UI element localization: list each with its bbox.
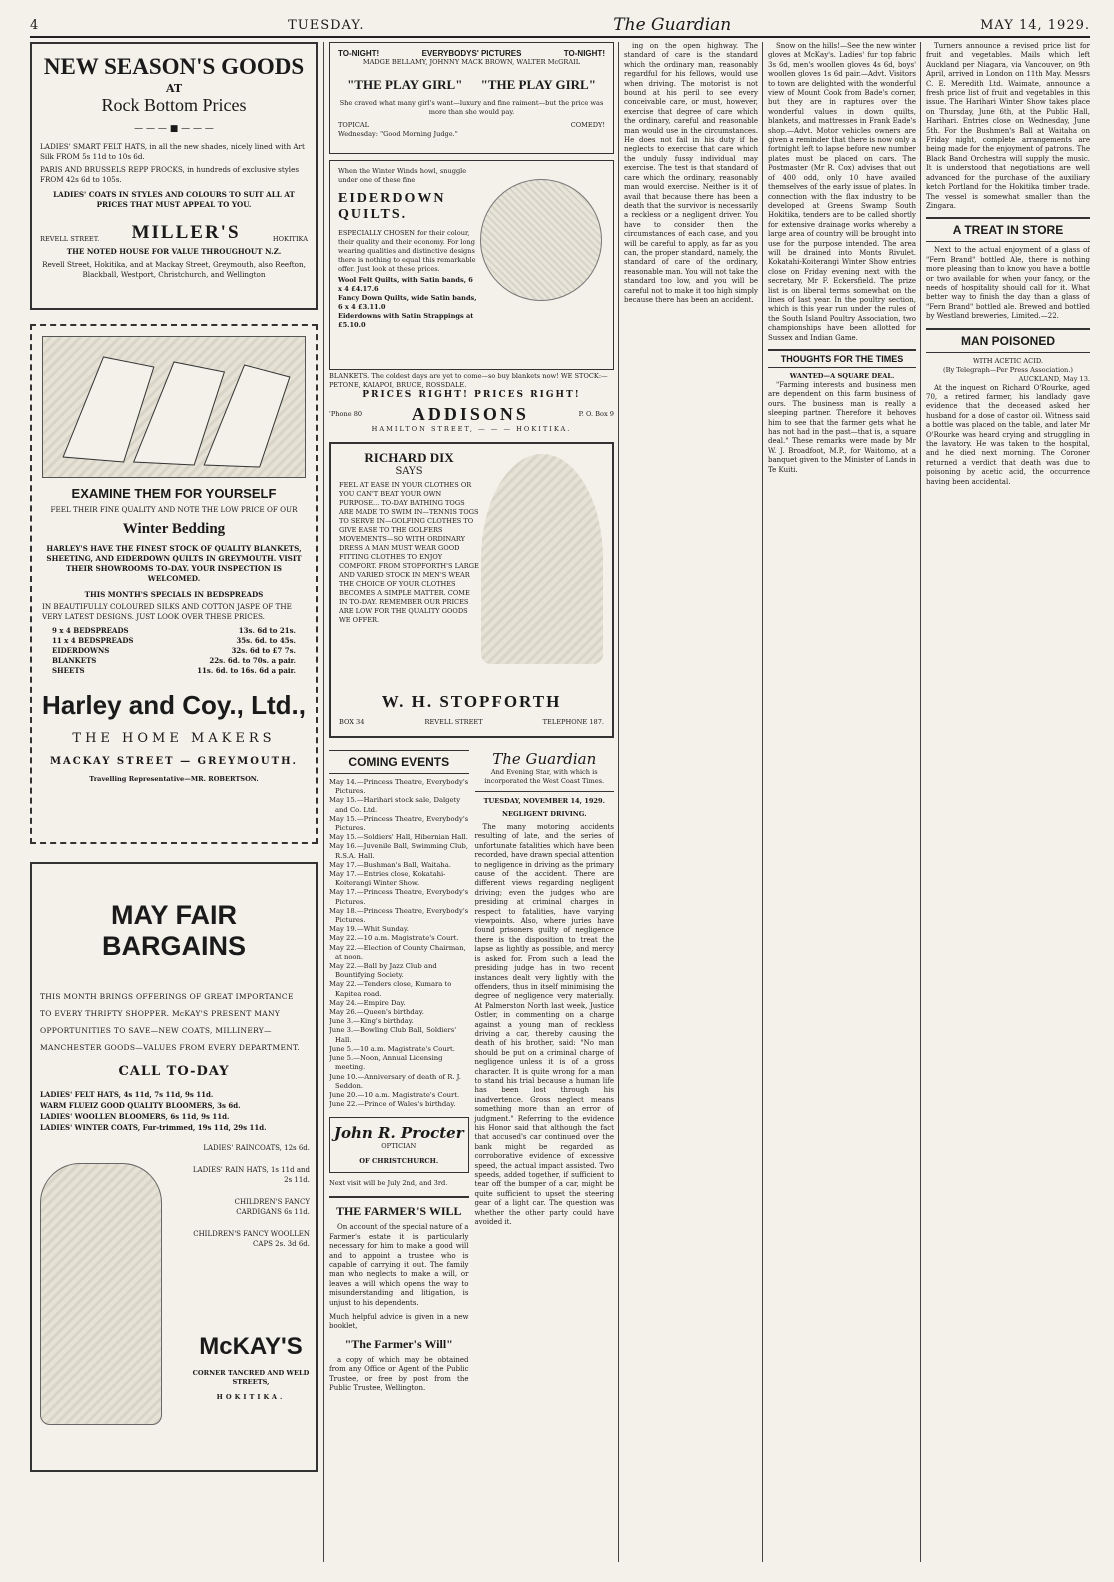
mayfair-title: MAY FAIR BARGAINS bbox=[101, 900, 246, 961]
event-item: June 10.—Anniversary of death of R. J. Seddon. bbox=[329, 1072, 462, 1090]
millers-name: MILLER'S bbox=[131, 222, 241, 243]
thoughts-title: THOUGHTS FOR THE TIMES bbox=[768, 349, 916, 368]
farmers-will-body: On account of the special nature of a Farmer's estate it is particularly necessary for him to make a good will and to appoint a trustee who is capable of carrying it out. The family man who neglects to make a will, or leaves a will which opens the way to misunderstanding and litigation, is unjust to his dependents. bbox=[329, 1223, 469, 1307]
harley-ad bbox=[30, 324, 318, 844]
event-item: May 17.—Bushman's Ball, Waitaha. bbox=[329, 860, 451, 869]
column-rule bbox=[618, 42, 619, 1562]
harley-specials: THIS MONTH'S SPECIALS IN BEDSPREADS bbox=[84, 590, 264, 599]
addisons-title: EIDERDOWN QUILTS. bbox=[338, 191, 446, 222]
farmers-will-copy: a copy of which may be obtained from any Office or Agent of the Public Trustee, or free by post from the Public Trustee, Wellington. bbox=[329, 1355, 469, 1392]
mayfair-line: WARM FLUEIZ GOOD QUALITY BLOOMERS, 3s 6d. bbox=[40, 1101, 241, 1110]
harley-price-row bbox=[52, 626, 296, 636]
ornament-divider: — — — ■ — — — bbox=[134, 124, 214, 134]
column-2 bbox=[329, 42, 614, 1398]
mayfair-line: LADIES' WOOLLEN BLOOMERS, 6s 11d, 9s 11d. bbox=[40, 1112, 230, 1121]
harley-price-item: EIDERDOWNS bbox=[52, 646, 110, 655]
addisons-box: P. O. Box 9 bbox=[578, 410, 614, 418]
harley-price-list bbox=[52, 626, 296, 676]
mayfair-line: LADIES' FELT HATS, 4s 11d, 7s 11d, 9s 11d. bbox=[40, 1090, 214, 1099]
column-5 bbox=[926, 42, 1090, 492]
farmers-will-booklet: "The Farmer's Will" bbox=[344, 1336, 453, 1351]
mayfair-call-today: CALL TO-DAY bbox=[118, 1064, 230, 1079]
procter-ad bbox=[329, 1117, 469, 1173]
event-item: June 5.—Noon, Annual Licensing meeting. bbox=[329, 1054, 443, 1072]
addisons-quilt-1: Wool Felt Quilts, with Satin bands, 6 x 4 £4.17.6 bbox=[338, 276, 473, 293]
mayfair-right-line: LADIES' RAIN HATS, 1s 11d and 2s 11d. bbox=[192, 1166, 310, 1184]
farmers-will-title: THE FARMER'S WILL bbox=[329, 1196, 469, 1219]
poisoned-title: MAN POISONED bbox=[926, 328, 1090, 353]
event-item: May 15.—Soldiers' Hall, Hibernian Hall. bbox=[329, 833, 468, 842]
mayfair-line: LADIES' WINTER COATS, Fur-trimmed, 19s 11d, 29s 11d. bbox=[40, 1123, 267, 1132]
procter-of: OF CHRISTCHURCH. bbox=[359, 1157, 439, 1166]
event-item: May 17.—Entries close, Kokatahi-Koiterangi Winter Show. bbox=[329, 870, 446, 888]
tonight-comedy: COMEDY! bbox=[570, 121, 605, 129]
tonight-left: TO-NIGHT! bbox=[338, 49, 380, 58]
harley-price-row bbox=[52, 666, 296, 676]
mckays-corner: CORNER TANCRED AND WELD STREETS, bbox=[192, 1369, 310, 1386]
harley-price-value: 11s. 6d. to 16s. 6d a pair. bbox=[197, 666, 296, 675]
harley-price-row bbox=[52, 656, 296, 666]
harley-winter-bedding: Winter Bedding bbox=[122, 521, 226, 537]
dix-body: FEEL AT EASE IN YOUR CLOTHES OR YOU CAN'T BEAT YOUR OWN PURPOSE... TO-DAY BATHING TOGS ARE MADE TO SWIM IN—TENNIS TOGS TO SERVE IN—GOLFING CLOTHES TO GIVE EASE TO THE GOLFERS MOVEMENTS—SO WITH ORDINARY DRESS A MAN MUST WEAR GOOD FITTING CLOTHES TO ENJOY COMFORT. FROM STOPFORTH'S LARGE AND VARIED STOCK IN MEN'S WEAR THE CHOICE OF YOUR CLOTHES BECOMES A SIMPLE MATTER. COME IN TO-DAY. REMEMBER OUR PRICES ARE LOW FOR THE QUALITY GOODS WE OFFER. bbox=[339, 481, 479, 624]
millers-nameplate bbox=[40, 222, 308, 244]
millers-town: HOKITIKA bbox=[272, 235, 308, 243]
harley-price-value: 35s. 6d. to 45s. bbox=[236, 636, 296, 645]
guardian-title: The Guardian bbox=[492, 750, 597, 768]
millers-branches: Revell Street, Hokitika, and at Mackay Street, Greymouth, also Reefton, Blackball, Westport, Christchurch, and Wellington bbox=[42, 260, 306, 279]
tonight-header bbox=[338, 49, 605, 58]
event-item: May 24.—Empire Day. bbox=[329, 998, 406, 1007]
procter-name: John R. Procter bbox=[333, 1124, 464, 1143]
stopforth-contact bbox=[339, 718, 604, 727]
lady-figure-illustration bbox=[40, 1163, 162, 1425]
event-item: June 5.—10 a.m. Magistrate's Court. bbox=[329, 1044, 455, 1053]
mckays-town: HOKITIKA. bbox=[216, 1393, 286, 1401]
harley-home-makers: THE HOME MAKERS bbox=[72, 731, 276, 746]
newseason-line-2: PARIS AND BRUSSELS REPP FROCKS, in hundreds of exclusive styles FROM 42s 6d to 105s. bbox=[40, 165, 300, 184]
stopforth-name: W. H. STOPFORTH bbox=[381, 692, 562, 711]
event-item: June 3.—Bowling Club Ball, Soldiers' Hall. bbox=[329, 1026, 457, 1044]
stopforth-ad bbox=[329, 442, 614, 738]
event-item: May 15.—Princess Theatre, Everybody's Pictures. bbox=[329, 814, 469, 833]
procter-visit: Next visit will be July 2nd, and 3rd. bbox=[329, 1179, 448, 1188]
column-rule bbox=[323, 42, 324, 1562]
newseason-line-3: LADIES' COATS IN STYLES AND COLOURS TO SUIT ALL AT PRICES THAT MUST APPEAL TO YOU. bbox=[53, 190, 295, 209]
mayfair-right-line: CHILDREN'S FANCY CARDIGANS 6s 11d. bbox=[234, 1198, 310, 1216]
column-4 bbox=[768, 42, 916, 480]
event-item: May 22.—10 a.m. Magistrate's Court. bbox=[329, 934, 459, 943]
harley-silks: IN BEAUTIFULLY COLOURED SILKS AND COTTON JASPE OF THE VERY LATEST DESIGNS. JUST LOOK OVER THESE PRICES. bbox=[42, 602, 292, 621]
addisons-ad bbox=[329, 160, 614, 370]
mayfair-right-line: CHILDREN'S FANCY WOOLLEN CAPS 2s. 3d 6d. bbox=[193, 1230, 310, 1248]
harley-price-value: 22s. 6d. to 70s. a pair. bbox=[209, 656, 296, 665]
thoughts-wanted: WANTED—A SQUARE DEAL. bbox=[789, 372, 895, 380]
addisons-blankets: BLANKETS. The coldest days are yet to come—so buy blankets now! WE STOCK:—PETONE, KAIAPOI, BRUCE, ROSSDALE. bbox=[329, 372, 608, 389]
event-item: May 17.—Princess Theatre, Everybody's Pictures. bbox=[329, 888, 469, 906]
addisons-prices-right: PRICES RIGHT! PRICES RIGHT! bbox=[362, 390, 581, 400]
addisons-body: ESPECIALLY CHOSEN for their colour, their quality and their economy. For long wearing qualities and distinctive designs there is nothing to equal this remarkable offer. Just look at these prices. bbox=[338, 229, 476, 273]
event-item: May 18.—Princess Theatre, Everybody's Pictures. bbox=[329, 906, 469, 925]
event-item: May 19.—Whit Sunday. bbox=[329, 925, 409, 934]
event-item: May 22.—Ball by Jazz Club and Bountifying Society. bbox=[329, 962, 437, 980]
events-list bbox=[329, 778, 469, 1109]
masthead bbox=[30, 14, 1090, 38]
negligent-driving-body: The many motoring accidents resulting of late, and the series of unfortunate fatalities which have been recorded, have drawn special attention to negligence in driving as the primary cause of the accident. There are different views regarding negligent driving; even the judges who are presiding at criminal charges in respect to fatalities, have varying viewpoints. Also, where juries have found prisoners guilty of negligence there is the disposition to treat the lapse as lightly as possible, and mercy is asked for. From such a lead the presiding judge has in two recent instances dealt very lightly with the offenders, thus in itself minimising the degree of negligence very materially. At Palmerston North last week, Justice Ostler, in commenting on a charge against a young man of reckless driving a car, thereby causing the death of his brother, said: "No man should be put on a criminal charge of negligence unless it is of a gross character. It is quite wrong for a man to stand his trial because a human life has been lost through his inadvertence. Gross neglect means something more than an error of judgment." Referring to the evidence his Honor said that although the fact that accused's car continued over the bank might be regarded as corroborative evidence of excessive speed, the actual impact assisted. Two speeds, added together, if sufficient to tear off the bumper of a car, might be quite sufficient to upset the steering gear of a light car. The question was whether the other party could have avoided it. bbox=[474, 823, 614, 1227]
event-item: June 3.—King's birthday. bbox=[329, 1017, 414, 1026]
farmers-will-advice: Much helpful advice is given in a new booklet, bbox=[329, 1312, 469, 1331]
event-item: May 22.—Election of County Chairman, at noon. bbox=[329, 943, 466, 961]
addisons-nameplate bbox=[329, 404, 614, 425]
masthead-day: TUESDAY. bbox=[288, 17, 365, 33]
tonight-film-1: "THE PLAY GIRL" bbox=[347, 77, 463, 92]
harley-company-name: Harley and Coy., Ltd., bbox=[42, 690, 306, 720]
column-3 bbox=[624, 42, 758, 310]
coming-events-title: COMING EVENTS bbox=[329, 750, 469, 774]
addisons-footer bbox=[329, 372, 614, 434]
event-item: May 16.—Juvenile Ball, Swimming Club, R.S.A. Hall. bbox=[329, 842, 469, 860]
mayfair-right-line: LADIES' RAINCOATS, 12s 6d. bbox=[203, 1144, 310, 1152]
col5-body: Turners announce a revised price list for fruit and vegetables. Mails which left Auckland per Niagara, via Vancouver, on 9th April, arrived in London on 11th May. Messrs C. E. Meredith Ltd. Waimate, announce a fresh price list of fruit and vegetables in this issue. The Harihari Winter Show takes place on Thursday, June 6th, at the Public Hall, Harihari. Entries close on Wednesday, June 5th. For the Bushmen's Ball at Waitaha on Friday night, complete arrangements are being made for the enjoyment of patrons. The Black Band Orchestra will supply the music. It is understood that negotiations are well advanced for the purchase of the auxiliary ketch Portland for the Hokitika timber trade. The vessel is somewhat smaller than the Zingara. bbox=[926, 42, 1090, 210]
mayfair-ad bbox=[30, 862, 318, 1472]
mckays-signature bbox=[190, 1333, 312, 1402]
tonight-extras bbox=[338, 121, 605, 130]
blankets-drawing bbox=[43, 337, 305, 477]
addisons-quilt-2: Fancy Down Quilts, wide Satin bands, 6 x 4 £3.11.0 bbox=[338, 294, 477, 311]
guardian-date: TUESDAY, NOVEMBER 14, 1929. bbox=[483, 797, 605, 805]
harley-body: HARLEY'S HAVE THE FINEST STOCK OF QUALITY BLANKETS, SHEETING, AND EIDERDOWN QUILTS IN GREYMOUTH. VISIT THEIR SHOWROOMS TO-DAY. YOUR INSPECTION IS WELCOMED. bbox=[46, 544, 302, 583]
stopforth-street: REVELL STREET bbox=[424, 718, 483, 726]
poisoned-telegraph: (By Telegraph—Per Press Association.) bbox=[943, 365, 1073, 374]
addisons-intro: When the Winter Winds howl, snuggle under one of these fine bbox=[338, 167, 467, 184]
poisoned-dateline: AUCKLAND, May 13. bbox=[1018, 374, 1090, 383]
column-rule bbox=[762, 42, 763, 1562]
event-item: May 15.—Harihari stock sale, Dalgety and Co. Ltd. bbox=[329, 796, 461, 814]
mckays-name: McKAY'S bbox=[199, 1333, 303, 1360]
mayfair-right-list bbox=[190, 1143, 310, 1261]
harley-price-item: SHEETS bbox=[52, 666, 85, 675]
masthead-date: MAY 14, 1929. bbox=[980, 17, 1090, 33]
tonight-theatre: EVERYBODYS' PICTURES bbox=[421, 49, 522, 58]
poisoned-body: At the inquest on Richard O'Rourke, aged 70, a retired farmer, his landlady gave evidence that the deceased asked her husband for a dose of castor oil. Witness said a bottle was placed on the table, and later Mr O'Rourke was heard crying and struggling in the lavatory. He was taken to the hospital, and he died next morning. The Coroner returned a verdict that death was due to poisoning by acetic acid, the occurrence having been accidental. bbox=[926, 383, 1090, 486]
harley-examine: EXAMINE THEM FOR YOURSELF bbox=[71, 486, 277, 501]
harley-street: MACKAY STREET — GREYMOUTH. bbox=[49, 756, 299, 767]
tonight-topical: TOPICAL bbox=[338, 121, 370, 129]
tonight-wednesday: Wednesday: "Good Morning Judge." bbox=[338, 130, 458, 138]
harley-price-value: 32s. 6d to £7 7s. bbox=[231, 646, 296, 655]
harley-price-value: 13s. 6d to 21s. bbox=[238, 626, 296, 635]
addisons-left bbox=[338, 167, 478, 330]
stopforth-tel: TELEPHONE 187. bbox=[542, 718, 604, 726]
mayfair-line-list bbox=[40, 1089, 308, 1133]
stopforth-box: BOX 34 bbox=[339, 718, 365, 726]
harley-price-item: 11 x 4 BEDSPREADS bbox=[52, 636, 134, 645]
tonight-film-2: "THE PLAY GIRL" bbox=[480, 77, 596, 92]
events-row bbox=[329, 744, 614, 1398]
dix-name: RICHARD DIX bbox=[364, 450, 454, 465]
column-rule bbox=[920, 42, 921, 1562]
masthead-paper-title: The Guardian bbox=[613, 15, 732, 35]
richard-dix-portrait bbox=[481, 454, 603, 664]
thoughts-body: "Farming interests and business men are dependent on this farm business of ours. The business man is really a sleeping partner. Therefore it behoves him to see that the farmer gets what he has not had in the past—that is, a square deal." These remarks were made by Mr W. J. Broadfoot, M.P., for Waitomo, at a banquet given to the Minister of Lands in Te Kuiti. bbox=[768, 381, 916, 474]
tonight-cast: MADGE BELLAMY, JOHNNY MACK BROWN, WALTER McGRAIL bbox=[362, 58, 581, 66]
harley-price-item: 9 x 4 BEDSPREADS bbox=[52, 626, 129, 635]
event-item: May 14.—Princess Theatre, Everybody's Pictures. bbox=[329, 778, 469, 796]
col4-body: Snow on the hills!—See the new winter gloves at McKay's. Ladies' fur top fabric 3s 6d, men's woollen gloves 4s 6d, boys' woollen gloves 1s 6d pair.—Advt. Visitors to town are delighted with the wonderful view of Mount Cook from Bade's corner, but they are in raptures over the wonderful values in down quilts, blankets, and mattresses in Frank Eade's shop.—Advt. Motor vehicles owners are given a reminder that there is now only a fortnight left to lapse before new number plates must be placed on cars. The Postmaster (Mr R. Cox) advises that out of 400 odd, only 10 have availed themselves of the early issue of plates. In connection with the flax industry to be developed at Greens Swamp South Hokitika, tenders are to be called shortly for extensive drainage works whereby a large area of country will be brought into use for the purpose intended. The area will be drained into Monts Rivulet. Kokatahi-Koiterangi Winter Show entries close on Friday evening next with the secretary, Mr F. Eckersfield. The prize list is on liberal terms somewhat on the lines of last year. In the poultry section, which is this year run under the rules of the South Island Poultry Association, two championships have been allotted for Sussex and Indian Game. bbox=[768, 42, 916, 342]
treat-title: A TREAT IN STORE bbox=[926, 217, 1090, 242]
newseason-subtitle: Rock Bottom Prices bbox=[101, 95, 247, 115]
tonight-right: TO-NIGHT! bbox=[563, 49, 605, 58]
millers-street: REVELL STREET. bbox=[40, 235, 100, 243]
mayfair-body: THIS MONTH BRINGS OFFERINGS OF GREAT IMPORTANCE TO EVERY THRIFTY SHOPPER. McKAY'S PRESENT MANY OPPORTUNITIES TO SAVE—NEW COATS, MILLINERY—MANCHESTER GOODS—VALUES FROM EVERY DEPARTMENT. bbox=[40, 992, 300, 1052]
quilt-illustration bbox=[480, 179, 602, 301]
treat-body: Next to the actual enjoyment of a glass of "Fern Brand" bottled Ale, there is nothing more pleasing than to know you have a bottle or two available for when your fancy, or the needs of hospitality should call for it. What better way to finish the day than a glass of "Fern Brand" bottled ale. Brewed and bottled by Westland breweries, Limited.—22. bbox=[926, 246, 1090, 321]
harley-price-item: BLANKETS bbox=[52, 656, 97, 665]
addisons-phone: 'Phone 80 bbox=[329, 410, 363, 418]
column-1 bbox=[30, 42, 318, 1478]
col3-top-text: ing on the open highway. The standard of care is the standard which the ordinary man, reasonably regardful for his fellows, would use when driving. The motorist is not bound at his peril to see every conceivable care, or must, however, exercise that degree of care which the ordinary, careful and reasonable man would use in the circumstances. He does not fail in his duty if he neglects to exercise that care which the unduly fussy individual may exercise. The test is that standard of care which the ordinary, reasonably man would exercise. Neither is it of avail that because there has been a death that the survivor is necessarily a reckless or a negligent driver. You have to consider then the circumstances of each case, and you will be careful to apply, as far as you can, the proper standard, namely, the standard of care of the ordinary, reasonable man. You will not take the standard too low, and you will be careful not to make it too high simply because there has been an accident. bbox=[624, 42, 758, 304]
event-item: May 26.—Queen's birthday. bbox=[329, 1008, 424, 1017]
coming-events bbox=[329, 744, 469, 1398]
dix-left bbox=[339, 450, 479, 625]
guardian-tag: And Evening Star, with which is incorporated the West Coast Times. bbox=[484, 768, 605, 785]
harley-feel: FEEL THEIR FINE QUALITY AND NOTE THE LOW PRICE OF OUR bbox=[50, 505, 298, 514]
procter-optician: OPTICIAN bbox=[381, 1142, 417, 1151]
newseason-line-1: LADIES' SMART FELT HATS, in all the new shades, nicely lined with Art Silk FROM 5s 11d to 10s 6d. bbox=[40, 142, 305, 161]
addisons-street: HAMILTON STREET, — — — HOKITIKA. bbox=[371, 425, 572, 433]
harley-price-row bbox=[52, 646, 296, 656]
bedding-illustration bbox=[42, 336, 306, 478]
newseason-at: AT bbox=[165, 82, 183, 95]
event-item: June 20.—10 a.m. Magistrate's Court. bbox=[329, 1090, 460, 1099]
page-number: 4 bbox=[30, 17, 40, 33]
millers-ad bbox=[30, 42, 318, 310]
event-item: June 22.—Prince of Wales's birthday. bbox=[329, 1100, 456, 1109]
poisoned-acid: WITH ACETIC ACID. bbox=[973, 356, 1043, 365]
tonight-films bbox=[338, 77, 605, 93]
everybodys-pictures-ad bbox=[329, 42, 614, 154]
negligent-driving-title: NEGLIGENT DRIVING. bbox=[502, 810, 587, 818]
millers-noted-house: THE NOTED HOUSE FOR VALUE THROUGHOUT N.Z. bbox=[66, 247, 282, 256]
addisons-quilt-3: Eiderdowns with Satin Strappings at £5.10.0 bbox=[338, 312, 474, 329]
event-item: May 22.—Tenders close, Kumara to Kapitea road. bbox=[329, 980, 452, 998]
newseason-title: NEW SEASON'S GOODS bbox=[43, 54, 305, 79]
tonight-description: She craved what many girl's want—luxury and fine raiment—but the price was more than she would pay. bbox=[339, 99, 604, 116]
harley-representative: Travelling Representative—MR. ROBERTSON. bbox=[89, 775, 259, 783]
mayfair-lower bbox=[40, 1143, 308, 1443]
dix-says: SAYS bbox=[395, 466, 423, 477]
addisons-name: ADDISONS bbox=[411, 404, 529, 424]
guardian-editorial bbox=[475, 744, 615, 1398]
harley-price-row bbox=[52, 636, 296, 646]
